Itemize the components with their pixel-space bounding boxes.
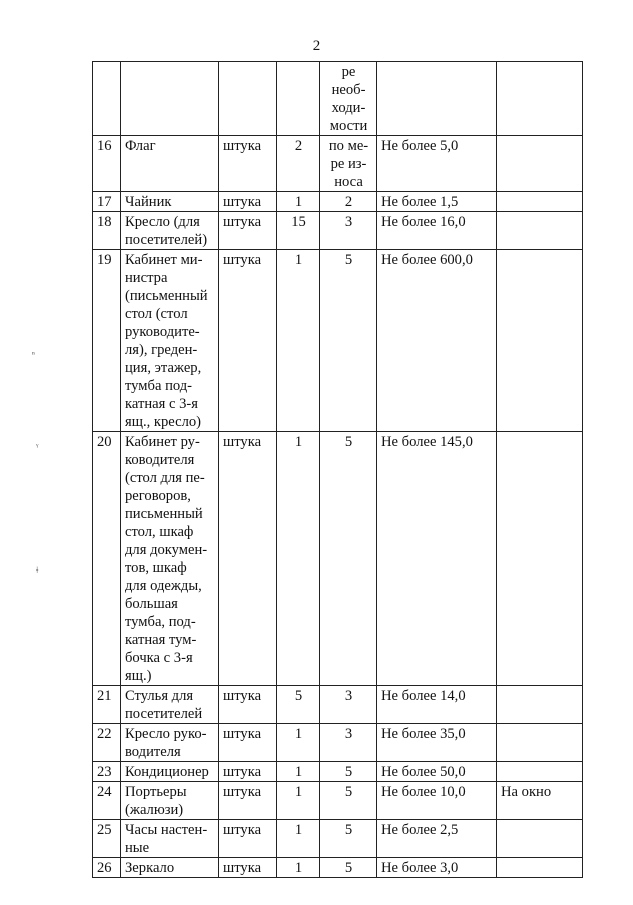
cell-name: Чайник [121, 192, 219, 212]
table-row [93, 820, 583, 858]
cell-note [497, 192, 583, 212]
cell-note [497, 762, 583, 782]
table-row [93, 432, 583, 686]
cell-unit: штука [219, 686, 277, 724]
table-row [93, 250, 583, 432]
cell-name: Кондиционер [121, 762, 219, 782]
cell-unit: штука [219, 136, 277, 192]
cell-name: Кабинет ру- ководителя (стол для пе- реговоров, письменный стол, шкаф для докумен- тов, шкаф для одежды, большая тумба, под- катная тум- бочка с 3-я ящ.) [121, 432, 219, 686]
cell-price [377, 62, 497, 136]
cell-num: 22 [93, 724, 121, 762]
scan-speck: ᵞ [36, 441, 39, 451]
cell-qty: 1 [277, 192, 320, 212]
scan-speck: ⁿ [32, 349, 35, 359]
cell-term: 3 [320, 212, 377, 250]
cell-qty: 15 [277, 212, 320, 250]
cell-unit: штука [219, 432, 277, 686]
table-row [93, 192, 583, 212]
cell-note [497, 724, 583, 762]
cell-term: 5 [320, 782, 377, 820]
cell-price: Не более 50,0 [377, 762, 497, 782]
table-row [93, 762, 583, 782]
table-row [93, 686, 583, 724]
cell-qty: 5 [277, 686, 320, 724]
cell-price: Не более 145,0 [377, 432, 497, 686]
cell-unit: штука [219, 858, 277, 878]
cell-qty [277, 62, 320, 136]
cell-name: Флаг [121, 136, 219, 192]
table-row [93, 724, 583, 762]
cell-qty: 1 [277, 250, 320, 432]
cell-note [497, 250, 583, 432]
cell-term: ре необ- ходи- мости [320, 62, 377, 136]
cell-price: Не более 10,0 [377, 782, 497, 820]
cell-term: 5 [320, 820, 377, 858]
cell-qty: 1 [277, 820, 320, 858]
cell-note [497, 858, 583, 878]
cell-name: Портьеры (жалюзи) [121, 782, 219, 820]
items-table [92, 61, 583, 878]
cell-note: На окно [497, 782, 583, 820]
cell-name: Стулья для посетителей [121, 686, 219, 724]
cell-qty: 1 [277, 432, 320, 686]
cell-price: Не более 35,0 [377, 724, 497, 762]
cell-num: 26 [93, 858, 121, 878]
cell-num [93, 62, 121, 136]
cell-name: Кабинет ми- нистра (письменный стол (стол руководите- ля), греден- ция, этажер, тумба под- катная с 3-я ящ., кресло) [121, 250, 219, 432]
cell-name: Часы настен- ные [121, 820, 219, 858]
cell-note [497, 820, 583, 858]
cell-num: 21 [93, 686, 121, 724]
cell-term: 5 [320, 858, 377, 878]
cell-note [497, 432, 583, 686]
cell-term: по ме- ре из- носа [320, 136, 377, 192]
cell-term: 5 [320, 250, 377, 432]
cell-num: 20 [93, 432, 121, 686]
table-row [93, 212, 583, 250]
cell-name: Кресло (для посетителей) [121, 212, 219, 250]
cell-note [497, 686, 583, 724]
cell-num: 17 [93, 192, 121, 212]
cell-term: 5 [320, 762, 377, 782]
cell-num: 24 [93, 782, 121, 820]
cell-price: Не более 600,0 [377, 250, 497, 432]
cell-price: Не более 2,5 [377, 820, 497, 858]
cell-term: 5 [320, 432, 377, 686]
cell-num: 18 [93, 212, 121, 250]
table-row [93, 782, 583, 820]
cell-num: 23 [93, 762, 121, 782]
cell-note [497, 136, 583, 192]
cell-note [497, 212, 583, 250]
cell-price: Не более 1,5 [377, 192, 497, 212]
cell-unit: штука [219, 782, 277, 820]
cell-qty: 1 [277, 782, 320, 820]
cell-unit: штука [219, 212, 277, 250]
cell-unit: штука [219, 250, 277, 432]
table-row [93, 858, 583, 878]
cell-price: Не более 3,0 [377, 858, 497, 878]
cell-term: 3 [320, 724, 377, 762]
cell-term: 2 [320, 192, 377, 212]
cell-unit: штука [219, 820, 277, 858]
cell-qty: 1 [277, 858, 320, 878]
cell-unit: штука [219, 724, 277, 762]
cell-price: Не более 14,0 [377, 686, 497, 724]
scan-speck: ǂ [36, 565, 39, 575]
cell-unit [219, 62, 277, 136]
cell-note [497, 62, 583, 136]
cell-num: 25 [93, 820, 121, 858]
cell-name: Зеркало [121, 858, 219, 878]
cell-qty: 2 [277, 136, 320, 192]
table-row-continuation [93, 62, 583, 136]
cell-qty: 1 [277, 762, 320, 782]
cell-price: Не более 16,0 [377, 212, 497, 250]
table-row [93, 136, 583, 192]
cell-term: 3 [320, 686, 377, 724]
cell-name [121, 62, 219, 136]
cell-num: 19 [93, 250, 121, 432]
cell-name: Кресло руко- водителя [121, 724, 219, 762]
cell-unit: штука [219, 192, 277, 212]
cell-price: Не более 5,0 [377, 136, 497, 192]
cell-num: 16 [93, 136, 121, 192]
page-number: 2 [312, 38, 321, 54]
cell-qty: 1 [277, 724, 320, 762]
cell-unit: штука [219, 762, 277, 782]
